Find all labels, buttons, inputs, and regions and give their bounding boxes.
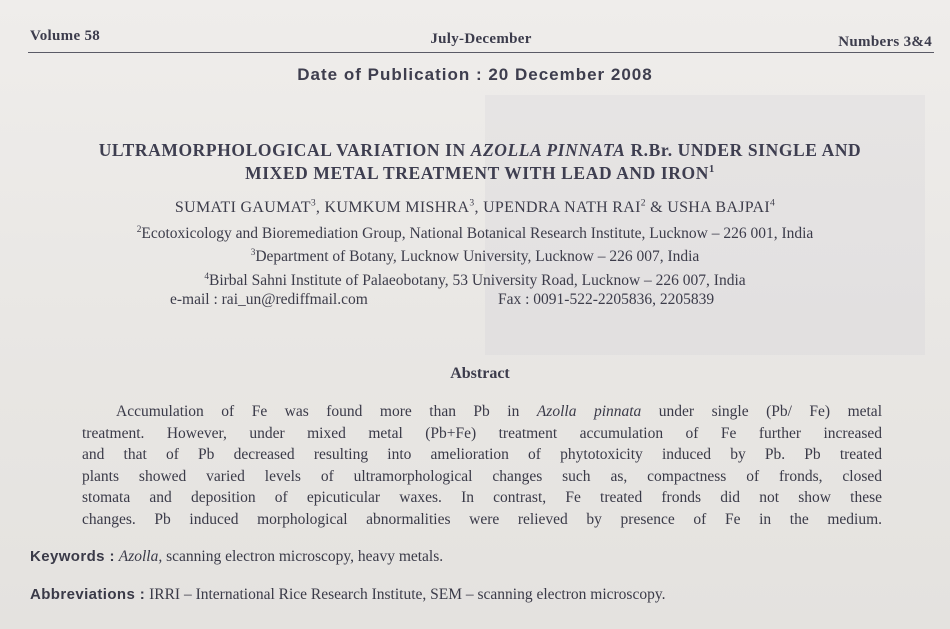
keywords-text: scanning electron microscopy, heavy metals. xyxy=(162,548,444,565)
abstract-line: and that of Pb decreased resulting into amelioration of phytotoxicity induced by Pb. Pb treated xyxy=(82,446,882,463)
running-header xyxy=(30,28,932,50)
author: SUMATI GAUMAT xyxy=(174,199,311,216)
abstract-line-1-end: under single (Pb/ Fe) metal xyxy=(641,403,882,420)
abstract-species: Azolla pinnata xyxy=(536,403,642,420)
title-line-1-end: R.Br. UNDER SINGLE AND xyxy=(625,140,862,160)
abstract-line: treatment. However, under mixed metal (Pb+Fe) treatment accumulation of Fe further increased xyxy=(82,424,882,442)
author-separator: , xyxy=(315,199,325,216)
fax-line: Fax : 0091-522-2205836, 2205839 xyxy=(498,291,715,308)
author: UPENDRA NATH RAI xyxy=(483,199,641,216)
keywords xyxy=(30,548,443,566)
abbreviations-text: IRRI – International Rice Research Institute, SEM – scanning electron microscopy. xyxy=(145,586,666,603)
author-list xyxy=(0,199,950,217)
affiliation xyxy=(0,248,950,266)
abstract-line-1-start: Accumulation of Fe was found more than Pb in xyxy=(116,403,537,420)
header-rule xyxy=(28,52,934,53)
abstract-line xyxy=(82,401,882,423)
title-line-2-text: MIXED METAL TREATMENT WITH LEAD AND IRON xyxy=(245,163,709,183)
title-species: AZOLLA PINNATA xyxy=(470,140,626,160)
affiliation-sup: 2 xyxy=(136,224,142,235)
title-footnote-mark: 1 xyxy=(708,164,715,176)
author: USHA BAJPAI xyxy=(667,199,770,216)
title-line-2 xyxy=(20,162,940,185)
affiliation-text: Department of Botany, Lucknow University, Lucknow – 226 007, India xyxy=(255,248,700,265)
author-sup: 4 xyxy=(769,197,776,209)
abstract-body xyxy=(82,401,882,530)
affiliation-text: Ecotoxicology and Bioremediation Group, National Botanical Research Institute, Lucknow – 226 001, India xyxy=(141,225,814,242)
author-sup: 3 xyxy=(469,197,475,209)
author-separator: & xyxy=(645,199,668,216)
abstract-heading: Abstract xyxy=(450,365,510,382)
author-sup: 3 xyxy=(310,197,316,209)
affiliation-text: Birbal Sahni Institute of Palaeobotany, 53 University Road, Lucknow – 226 007, India xyxy=(208,272,746,289)
abstract-line: changes. Pb induced morphological abnormalities were relieved by presence of Fe in the medium. xyxy=(82,510,882,528)
author-sup: 2 xyxy=(640,197,646,209)
publication-date: Date of Publication : 20 December 2008 xyxy=(297,65,653,84)
email-line: e-mail : rai_un@rediffmail.com xyxy=(170,291,368,308)
affiliation xyxy=(0,225,950,243)
affiliation xyxy=(0,272,950,290)
title-line-1 xyxy=(20,139,940,162)
abbreviations xyxy=(30,586,665,604)
volume-label: Volume 58 xyxy=(30,28,101,44)
abbreviations-label: Abbreviations : xyxy=(30,586,146,603)
keyword-azolla: Azolla, xyxy=(118,548,163,565)
abstract-line: plants showed varied levels of ultramorphological changes such as, compactness of fronds, closed xyxy=(82,467,882,485)
affiliation-sup: 4 xyxy=(204,271,209,282)
affiliation-sup: 3 xyxy=(250,247,256,258)
issue-numbers-label: Numbers 3&4 xyxy=(838,34,932,50)
author-separator: , xyxy=(474,199,484,216)
author: KUMKUM MISHRA xyxy=(324,199,470,216)
article-title xyxy=(20,139,940,185)
period-label: July-December xyxy=(430,31,532,47)
title-line-1-start: ULTRAMORPHOLOGICAL VARIATION IN xyxy=(98,140,471,160)
abstract-line: stomata and deposition of epicuticular waxes. In contrast, Fe treated fronds did not show these xyxy=(82,489,882,506)
keywords-label: Keywords : xyxy=(30,548,115,565)
